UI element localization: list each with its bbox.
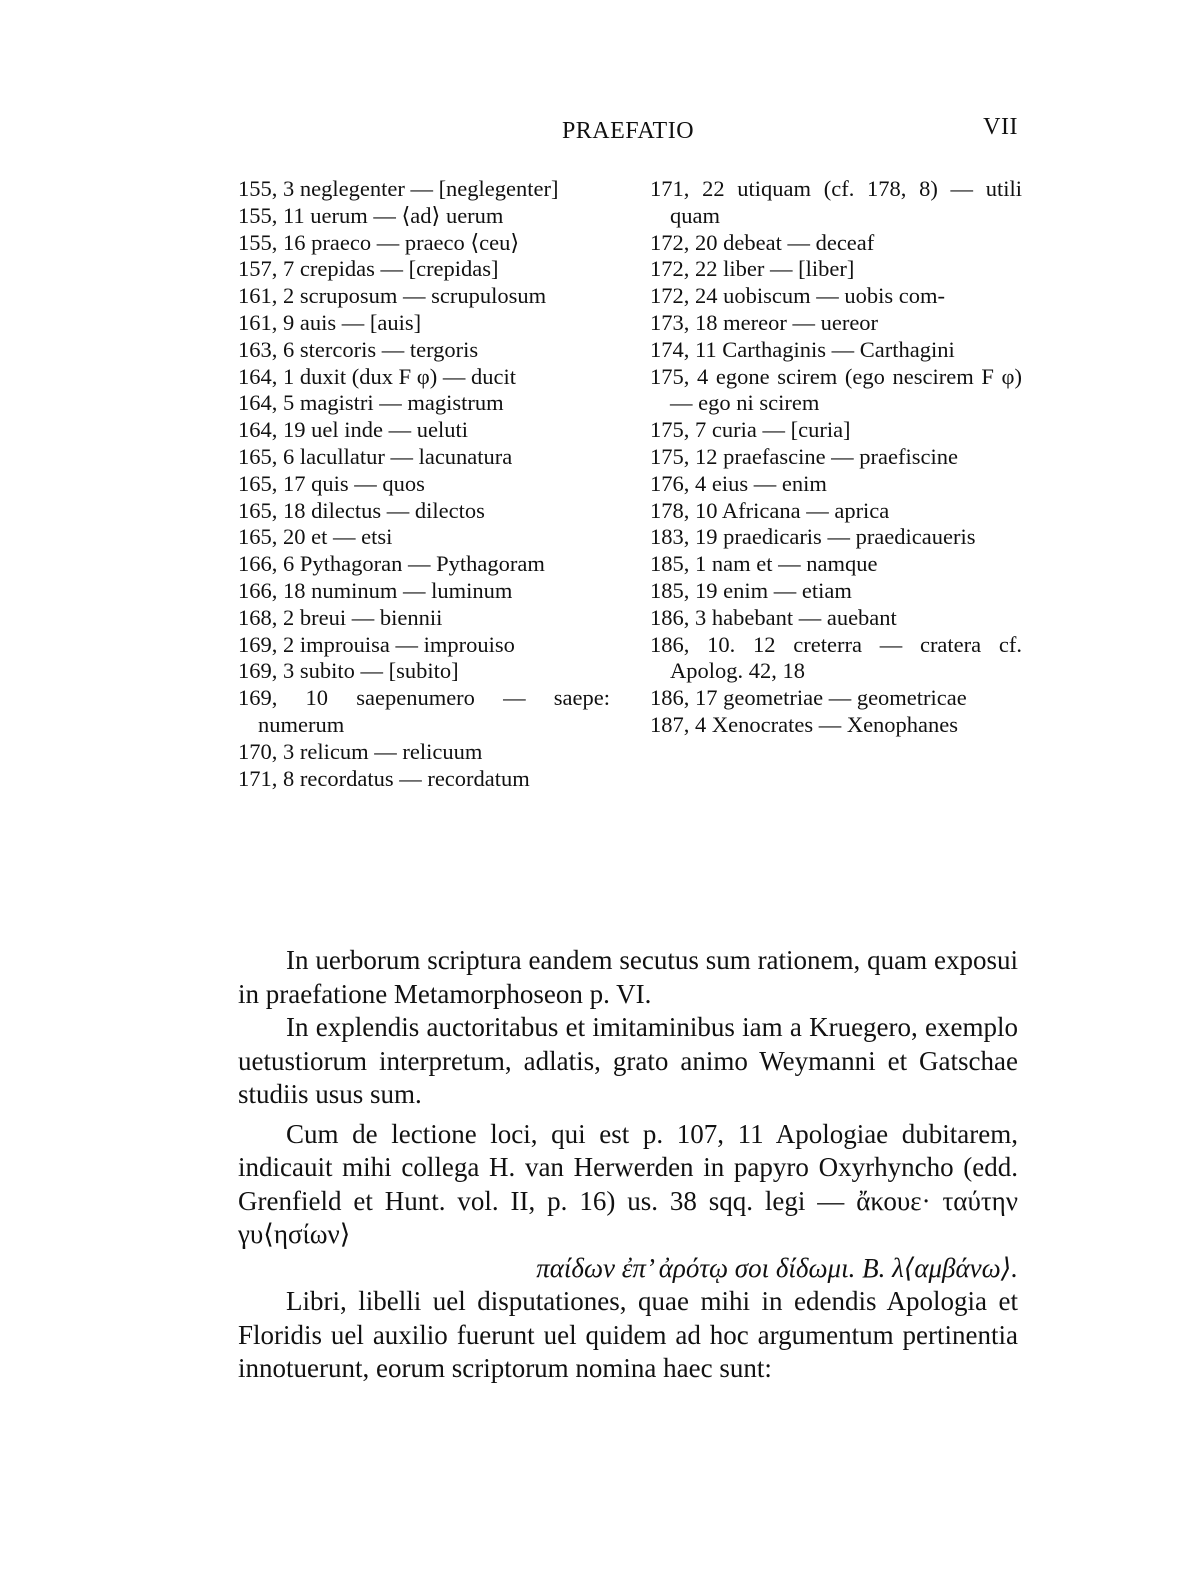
left-entry: 164, 19 uel inde — ueluti <box>238 417 468 443</box>
left-entry: 165, 18 dilectus — dilectos <box>238 497 485 523</box>
right-entry: 172, 20 debeat — deceaf <box>650 229 875 255</box>
page-number: VII <box>983 114 1018 140</box>
left-entry: 171, 8 recordatus — recordatum <box>238 765 530 791</box>
left-entry: 168, 2 breui — biennii <box>238 604 443 630</box>
left-entry: 166, 18 numinum — luminum <box>238 577 513 603</box>
right-entry: 173, 18 mereor — uereor <box>650 309 879 335</box>
right-entry: 172, 24 uobiscum — uobis com- <box>650 283 945 309</box>
left-entry: 169, 10 saepenumero — saepe: numerum <box>238 685 610 737</box>
corrigenda-right-column <box>650 176 1022 739</box>
greek-quotation: παίδων ἐπ’ ἀρότῳ σοι δίδωμι. Β. λ⟨αμβάνω⟩. <box>536 1252 1018 1283</box>
paragraph-sources: In explendis auctoritabus et imitaminibus iam a Kruegero, exemplo uetustiorum interpretum, adlatis, grato animo Weymanni et Gatschae studiis usus sum. <box>238 1012 1018 1109</box>
left-entry: 155, 3 neglegenter — [neglegenter] <box>238 176 559 201</box>
right-entry: 174, 11 Carthaginis — Carthagini <box>650 336 955 362</box>
left-entry: 155, 11 uerum — ⟨ad⟩ uerum <box>238 202 504 228</box>
running-head <box>238 112 1018 152</box>
right-entry: 183, 19 praedicaris — praedicaueris <box>650 524 976 550</box>
paragraph-bibliography-intro: Libri, libelli uel disputationes, quae mihi in edendis Apologia et Floridis uel auxilio fuerunt uel quidem ad hoc argumentum pertinentia innotuerunt, eorum scriptorum nomina haec sunt: <box>238 1286 1018 1383</box>
corrigenda-left-column <box>238 176 610 792</box>
left-entry: 170, 3 relicum — relicuum <box>238 738 483 764</box>
right-entry: 185, 19 enim — etiam <box>650 577 852 603</box>
right-entry: 178, 10 Africana — aprica <box>650 497 890 523</box>
left-entry: 166, 6 Pythagoran — Pythagoram <box>238 551 545 577</box>
right-entry: 186, 10. 12 creterra — cratera cf. Apolog. 42, 18 <box>650 631 1022 684</box>
right-entry: 187, 4 Xenocrates — Xenophanes <box>650 711 959 737</box>
right-entry: 185, 1 nam et — namque <box>650 551 878 577</box>
right-entry: 172, 22 liber — [liber] <box>650 256 855 282</box>
left-entry: 165, 20 et — etsi <box>238 524 393 550</box>
right-entry: 175, 12 praefascine — praefiscine <box>650 443 958 469</box>
left-entry: 155, 16 praeco — praeco ⟨ceu⟩ <box>238 229 520 255</box>
preface-body <box>238 944 1018 1386</box>
paragraph-papyrus: Cum de lectione loci, qui est p. 107, 11 Apologiae dubitarem, indicauit mihi collega H. van Herwerden in papyro Oxyrhyncho (edd. Grenfield et Hunt. vol. II, p. 16) us. 38 sqq. legi — ἄκουε· ταύτην γυ⟨ησίων⟩ <box>238 1118 1018 1249</box>
right-entry: 175, 4 egone scirem (ego nescirem F φ) — ego ni scirem <box>650 363 1022 416</box>
left-entry: 165, 6 lacullatur — lacunatura <box>238 443 513 469</box>
paragraph-orthography: In uerborum scriptura eandem secutus sum rationem, quam exposui in praefatione Metamorphoseon p. VI. <box>238 945 1018 1009</box>
right-entry: 176, 4 eius — enim <box>650 470 827 496</box>
right-entry: 186, 3 habebant — auebant <box>650 604 897 630</box>
running-title: PRAEFATIO <box>561 118 695 144</box>
left-entry: 163, 6 stercoris — tergoris <box>238 336 479 362</box>
right-entry: 186, 17 geometriae — geometricae <box>650 685 967 711</box>
left-entry: 165, 17 quis — quos <box>238 470 425 496</box>
left-entry: 169, 3 subito — [subito] <box>238 658 459 684</box>
left-entry: 157, 7 crepidas — [crepidas] <box>238 256 499 282</box>
right-entry: 175, 7 curia — [curia] <box>650 417 851 443</box>
left-entry: 169, 2 improuisa — improuiso <box>238 631 515 657</box>
left-entry: 161, 2 scruposum — scrupulosum <box>238 283 547 309</box>
left-entry: 164, 1 duxit (dux F φ) — ducit <box>238 363 516 389</box>
left-entry: 164, 5 magistri — magistrum <box>238 390 504 416</box>
right-entry: 171, 22 utiquam (cf. 178, 8) — utili quam <box>650 176 1022 228</box>
left-entry: 161, 9 auis — [auis] <box>238 309 422 335</box>
